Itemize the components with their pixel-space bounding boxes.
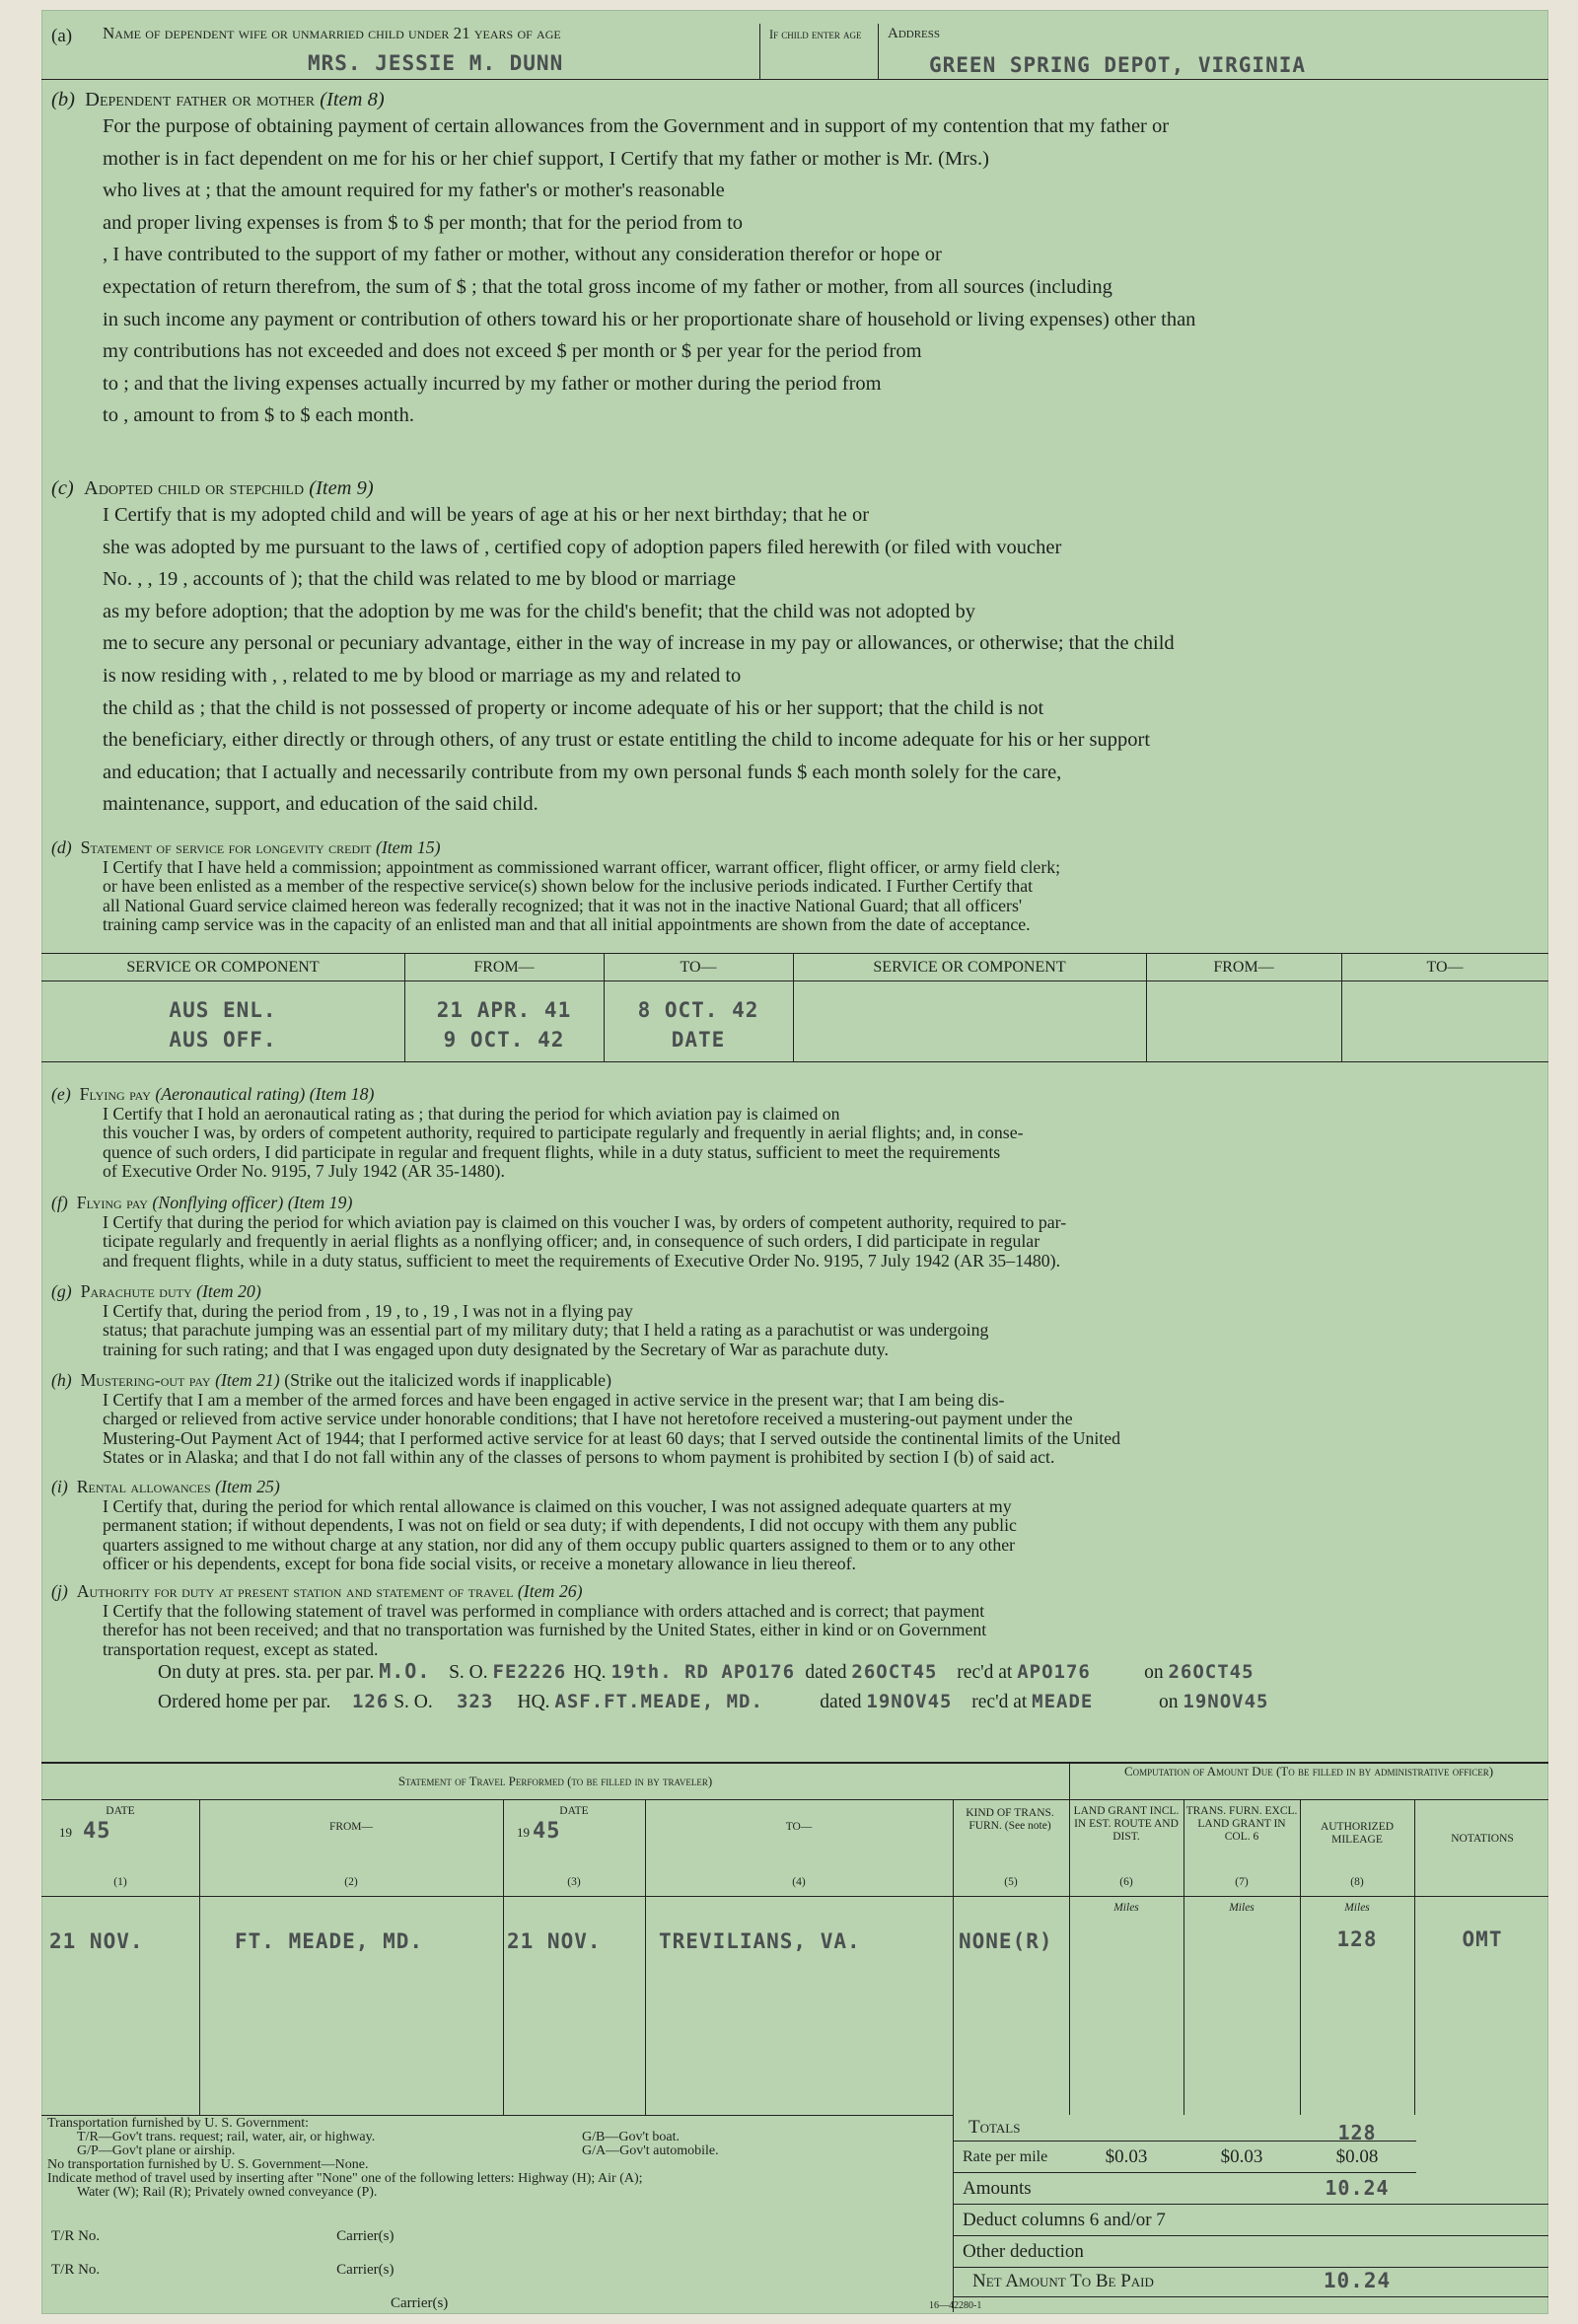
- home-line: Ordered home per par. 126 S. O. 323 HQ. ASF.FT.MEADE, MD. dated 19NOV45 rec'd at MEADE on 19NOV45: [158, 1691, 1269, 1712]
- travel-notations: OMT: [1462, 1927, 1503, 1951]
- dependent-name: MRS. JESSIE M. DUNN: [308, 51, 564, 75]
- transport-notes: Transportation furnished by U. S. Government: T/R—Gov't trans. request; rail, water, air, or highway. G/P—Gov't plane or airship. No transportation furnished by U. S. Government—None. Indicate method of travel used by inserting after "None" one of the following letters: Highway (H); Air (A); Water (W); Rail (R); Privately owned conveyance (P).: [47, 2116, 643, 2200]
- tr-lines: T/R No. Carrier(s) T/R No. Carrier(s) Carrier(s): [51, 2228, 449, 2311]
- duty-hq: 19th. RD APO176: [610, 1661, 796, 1683]
- section-h: (h) Mustering-out pay (Item 21) (Strike out the italicized words if inapplicable) I Certify that I am a member of the armed forces and have been engaged in active service in the present war; that I am being dis- charged or relieved from active service under honorable conditions; that I have not heretofore received a mustering-out payment under the Mustering-Out Payment Act of 1944; that I performed active service for at least 60 days; that I served outside the continental limits of the United States or in Alaska; and that I do not fall within any of the classes of persons to whom payment is prohibited by section I (b) of said act.: [51, 1370, 1121, 1467]
- duty-line: On duty at pres. sta. per par. M.O. S. O. FE2226 HQ. 19th. RD APO176 dated 26OCT45 rec'd at APO176 on 26OCT45: [158, 1659, 1255, 1683]
- from-header-2: FROM—: [1213, 959, 1274, 976]
- travel-title: Statement of Travel Performed (to be filled in by traveler): [397, 1774, 713, 1788]
- travel-date-1: 21 NOV.: [49, 1929, 144, 1953]
- total-mileage: 128: [1337, 2121, 1377, 2144]
- service-row-1-from: 21 APR. 41: [436, 998, 572, 1022]
- net-amount-label: Net Amount To Be Paid: [972, 2271, 1154, 2291]
- amounts-label: Amounts: [963, 2178, 1032, 2199]
- rate-col8: $0.08: [1335, 2146, 1379, 2167]
- travel-to: TREVILIANS, VA.: [659, 1929, 861, 1953]
- service-row-1-svc: AUS ENL.: [169, 998, 277, 1022]
- rate-col7: $0.03: [1220, 2146, 1263, 2167]
- form-number: 16—42280-1: [929, 2300, 982, 2311]
- net-amount-value: 10.24: [1323, 2269, 1392, 2292]
- service-row-2-svc: AUS OFF.: [169, 1028, 277, 1052]
- section-c: (c) Adopted child or stepchild (Item 9) I Certify that is my adopted child and will be years of age at his or her next birthday; that he or she was adopted by me pursuant to the laws of , certified copy of adoption papers filed herewith (or filed with voucher No. , , 19 , accounts of ); that the child was related to me by blood or marriage as my before adoption; that the adoption by me was for the child's benefit; that the child was not adopted by me to secure any personal or pecuniary advantage, either in the way of increase in my pay or allowances, or otherwise; that the child is now residing with , , related to me by blood or marriage as my and related to the child as ; that the child is not possessed of property or income adequate of his or her support; that the child is not the beneficiary, either directly or through others, of any trust or estate entitling the child to income adequate for his or her support and education; that I actually and necessarily contribute from my own personal funds $ each month solely for the care, maintenance, support, and education of the said child.: [51, 477, 1539, 821]
- section-e: (e) Flying pay (Aeronautical rating) (Item 18) I Certify that I hold an aeronautical rating as ; that during the period for which aviation pay is claimed on this voucher I was, by orders of competent authority, required to participate regularly and frequently in aerial flights; and, in conse- quence of such orders, I did participate in regular and frequent flights, while in a duty status, sufficient to meet the requirements of Executive Order No. 9195, 7 July 1942 (AR 35-1480).: [51, 1084, 1024, 1181]
- travel-from: FT. MEADE, MD.: [235, 1929, 424, 1953]
- svc-header-1: SERVICE OR COMPONENT: [126, 959, 320, 976]
- totals-label: Totals: [968, 2117, 1021, 2138]
- travel-mileage: 128: [1336, 1927, 1378, 1951]
- a-label: (a): [51, 26, 73, 46]
- service-row-2-from: 9 OCT. 42: [443, 1028, 565, 1052]
- to-header-2: TO—: [1426, 959, 1464, 976]
- section-b: (b) Dependent father or mother (Item 8) For the purpose of obtaining payment of certain allowances from the Government and in support of my contention that my father or mother is in fact dependent on me for his or her chief support, I Certify that my father or mother is Mr. (Mrs.) who lives at ; that the amount required for my father's or mother's reasonable and proper living expenses is from $ to $ per month; that for the period from to , I have contributed to the support of my father or mother, without any consideration therefor or hope or expectation of return therefrom, the sum of $ ; that the total gross income of my father or mother, from all sources (including in such income any payment or contribution of others toward his or her proportionate share of household or living expenses) other than my contributions has not exceeded and does not exceed $ per month or $ per year for the period from to ; and that the living expenses actually incurred by my father or mother during the period from to , amount to from $ to $ each month.: [51, 89, 1539, 432]
- from-header-1: FROM—: [473, 959, 535, 976]
- svc-header-2: SERVICE OR COMPONENT: [873, 959, 1066, 976]
- a-title: Name of dependent wife or unmarried child under 21 years of age: [103, 24, 561, 42]
- deduct-label: Deduct columns 6 and/or 7: [963, 2210, 1166, 2230]
- voucher-sheet: (a) Name of dependent wife or unmarried child under 21 years of age MRS. JESSIE M. DUNN If child enter age Address GREEN SPRING DEPOT, VIRGINIA (b) Dependent father or mother (Item 8) For the purpose of obtaining payment of certain allowances from the Government and in support of my contention that my father or mother is in fact dependent on me for his or her chief support, I Certify that my father or mother is Mr. (Mrs.) who lives at ; that the amount required for my father's or mother's reasonable and proper living expenses is from $ to $ per month; that for the period from to , I have contributed to the support of my father or mother, without any consideration therefor or hope or expectation of return therefrom, the sum of $ ; that the total gross income of my father or mother, from all sources (including in such income any payment or contribution of others toward his or her proportionate share of household or living expenses) other than my contributions has not exceeded and does not exceed $ per month or $ per year for the period from to ; and that the living expenses actually incurred by my father or mother during the period from to , amount to from $ to $ each month. (c) Adopted child or stepchild (Item 9) I Certify that is my adopted child and will be years of age at his or her next birthday; that he or she was adopted by me pursuant to the laws of , certified copy of adoption papers filed herewith (or filed with voucher No. , , 19 , accounts of ); that the child was related to me by blood or marriage as my before adoption; that the adoption by me was for the child's benefit; that the child was not adopted by me to secure any personal or pecuniary advantage, either in the way of increase in my pay or allowances, or otherwise; that the child is now residing with , , related to me by blood or marriage as my and related to the child as ; that the child is not possessed of property or income adequate of his or her support; that the child is not the beneficiary, either directly or through others, of any trust or estate entitling the child to income adequate for his or her support and education; that I actually and necessarily contribute from my own personal funds $ each month solely for the care, maintenance, support, and education of the said child. (d) Statement of service for longevity credit (Item 15) I Certify that I have held a commission; appointment as commissioned warrant officer, warrant officer, flight officer, or army field clerk; or have been enlisted as a member of the respective service(s) shown below for the inclusive periods indicated. I Further Certify that all National Guard service claimed hereon was federally recognized; that it was not in the inactive National Guard; that all officers' training camp service was in the capacity of an enlisted man and that all initial appointments are shown from the date of acceptance. SERVICE OR COMPONENT FROM— TO— SERVICE OR COMPONENT FROM— TO— AUS ENL. 21 APR. 41 8 OCT. 42 AUS OFF. 9 OCT. 42 DATE (e) Flying pay (Aeronautical rating) (Item 18) I Certify that I hold an aeronautical rating as ; that during the period for which aviation pay is claimed on this voucher I was, by orders of competent authority, required to participate regularly and frequently in aerial flights; and, in conse- quence of such orders, I did participate in regular and frequent flights, while in a duty status, sufficient to meet the requirements of Executive Order No. 9195, 7 July 1942 (AR 35-1480). (f) Flying pay (Nonflying officer) (Item 19) I Certify that during the period for which aviation pay is claimed on this voucher I was, by orders of competent authority, required to par- ticipate regularly and frequently in aerial flights as a nonflying officer; and, in consequence of such orders, I did participate in regular and frequent flights, while in a duty status, sufficient to meet the requirements of Executive Order No. 9195, 7 July 1942 (AR 35–1480). (g) Parachute duty (Item 20) I Certify that, during the period from , 19 , to , 19 , I was not in a flying pay status; that parachute jumping was an essential part of my military duty; that I held a rating as a parachutist or was undergoing training for such rating; and that I was engaged upon duty designated by the Secretary of War as parachute duty. (h) Mustering-out pay (Item 21) (Strike out the italicized words if inapplicable) I Certify that I am a member of the armed forces and have been engaged in active service in the present war; that I am being dis- charged or relieved from active service under honorable conditions; that I have not heretofore received a mustering-out payment under the Mustering-Out Payment Act of 1944; that I performed active service for at least 60 days; that I served outside the continental limits of the United States or in Alaska; and that I do not fall within any of the classes of persons to whom payment is prohibited by section I (b) of said act. (i) Rental allowances (Item 25) I Certify that, during the period for which rental allowance is claimed on this voucher, I was not assigned adequate quarters at my permanent station; if without dependents, I was not on field or sea duty; if with dependents, I did not occupy with them any public quarters assigned to me without charge at any station, nor did any of them occupy public quarters assigned to them or to any other officer or his dependents, except for bona fide social visits, or receive a monetary allowance in lieu thereof. (j) Authority for duty at present station and statement of travel (Item 26) I Certify that the following statement of travel was performed in compliance with orders attached and is correct; that payment therefor has not been received; and that no transportation was furnished by the United States, either in kind or on Government transportation request, except as stated. On duty at pres. sta. per par. M.O. S. O. FE2226 HQ. 19th. RD APO176 dated 26OCT45 rec'd at APO176 on 26OCT45 Ordered home per par. 126 S. O. 323 HQ. ASF.FT.MEADE, MD. dated 19NOV45 rec'd at MEADE on 19NOV45 Statement of Travel Performed (to be filled in by traveler) Computation of Amount Due (To be filled in by administrative officer) DATE 19 45 FROM— DATE 19 45 TO— KIND OF TRANS. FURN. (See note) LAND GRANT INCL. IN EST. ROUTE AND DIST. TRANS. FURN. EXCL. LAND GRANT IN COL. 6 AUTHORIZED MILEAGE NOTATIONS (1) (2) (3) (4) (5) (6) (7) (8) Miles Miles Miles 21 NOV. FT. MEADE, MD. 21 NOV. TREVILIANS, VA. NONE(R) 128 OMT Transportation furnished by U. S. Government: T/R—Gov't trans. request; rail, water, air, or highway. G/P—Gov't plane or airship. No transportation furnished by U. S. Government—None. Indicate method of travel used by inserting after "None" one of the following letters: Highway (H); Air (A); Water (W); Rail (R); Privately owned conveyance (P). G/B—Gov't boat. G/A—Gov't automobile. T/R No. Carrier(s) T/R No. Carrier(s) Carrier(s) Totals Rate per mile $0.03 $0.03 $0.08 128 Amounts 10.24 Deduct columns 6 and/or 7 Other deduction Net Amount To Be Paid 10.24 16—42280-1: [41, 10, 1548, 2314]
- service-row-2-to: DATE: [671, 1028, 726, 1052]
- address-value: GREEN SPRING DEPOT, VIRGINIA: [929, 53, 1307, 77]
- section-j: (j) Authority for duty at present station and statement of travel (Item 26) I Certify that the following statement of travel was performed in compliance with orders attached and is correct; that payment therefor has not been received; and that no transportation was furnished by the United States, either in kind or on Government transportation request, except as stated.: [51, 1581, 987, 1659]
- amount-value: 10.24: [1325, 2176, 1390, 2200]
- rate-label: Rate per mile: [963, 2148, 1048, 2165]
- rate-col6: $0.03: [1105, 2146, 1148, 2167]
- travel-date-2: 21 NOV.: [507, 1929, 602, 1953]
- home-hq: ASF.FT.MEADE, MD.: [554, 1691, 763, 1712]
- computation-title: Computation of Amount Due (To be filled in by administrative officer): [1123, 1764, 1494, 1779]
- age-label: If child enter age: [769, 28, 862, 41]
- year-1: 45: [83, 1819, 111, 1844]
- section-g: (g) Parachute duty (Item 20) I Certify that, during the period from , 19 , to , 19 , I was not in a flying pay status; that parachute jumping was an essential part of my military duty; that I held a rating as a parachutist or was undergoing training for such rating; and that I was engaged upon duty designated by the Secretary of War as parachute duty.: [51, 1281, 989, 1359]
- section-i: (i) Rental allowances (Item 25) I Certify that, during the period for which rental allowance is claimed on this voucher, I was not assigned adequate quarters at my permanent station; if without dependents, I was not on field or sea duty; if with dependents, I did not occupy with them any public quarters assigned to me without charge at any station, nor did any of them occupy public quarters assigned to them or to any other officer or his dependents, except for bona fide social visits, or receive a monetary allowance in lieu thereof.: [51, 1477, 1017, 1573]
- section-f: (f) Flying pay (Nonflying officer) (Item 19) I Certify that during the period for which aviation pay is claimed on this voucher I was, by orders of competent authority, required to par- ticipate regularly and frequently in aerial flights as a nonflying officer; and, in consequence of such orders, I did participate in regular and frequent flights, while in a duty status, sufficient to meet the requirements of Executive Order No. 9195, 7 July 1942 (AR 35–1480).: [51, 1193, 1067, 1271]
- service-row-1-to: 8 OCT. 42: [637, 998, 759, 1022]
- travel-kind: NONE(R): [959, 1929, 1053, 1953]
- section-c-body: I Certify that is my adopted child and will be years of age at his or her next birthday; that he or she was adopted by me pursuant to the laws of , certified copy of adoption papers filed herewith (or filed with voucher No. , , 19 , accounts of ); that the child was related to me by blood or marriage as my before adoption; that the adoption by me was for the child's benefit; that the child was not adopted by me to secure any personal or pecuniary advantage, either in the way of increase in my pay or allowances, or otherwise; that the child is now residing with , , related to me by blood or marriage as my and related to the child as ; that the child is not possessed of property or income adequate of his or her support; that the child is not the beneficiary, either directly or through others, of any trust or estate entitling the child to income adequate for his or her support and education; that I actually and necessarily contribute from my own personal funds $ each month solely for the care, maintenance, support, and education of the said child.: [103, 504, 1175, 816]
- section-d-body: I Certify that I have held a commission; appointment as commissioned warrant officer, warrant officer, flight officer, or army field clerk; or have been enlisted as a member of the respective service(s) shown below for the inclusive periods indicated. I Further Certify that all National Guard service claimed hereon was federally recognized; that it was not in the inactive National Guard; that all officers' training camp service was in the capacity of an enlisted man and that all initial appointments are shown from the date of acceptance.: [103, 856, 1061, 934]
- other-deduction-label: Other deduction: [963, 2241, 1084, 2262]
- section-d: (d) Statement of service for longevity credit (Item 15) I Certify that I have held a commission; appointment as commissioned warrant officer, warrant officer, flight officer, or army field clerk; or have been enlisted as a member of the respective service(s) shown below for the inclusive periods indicated. I Further Certify that all National Guard service claimed hereon was federally recognized; that it was not in the inactive National Guard; that all officers' training camp service was in the capacity of an enlisted man and that all initial appointments are shown from the date of acceptance.: [51, 838, 1539, 935]
- section-b-body: For the purpose of obtaining payment of certain allowances from the Government and in support of my contention that my father or mother is in fact dependent on me for his or her chief support, I Certify that my father or mother is Mr. (Mrs.) who lives at ; that the amount required for my father's or mother's reasonable and proper living expenses is from $ to $ per month; that for the period from to , I have contributed to the support of my father or mother, without any consideration therefor or hope or expectation of return therefrom, the sum of $ ; that the total gross income of my father or mother, from all sources (including in such income any payment or contribution of others toward his or her proportionate share of household or living expenses) other than my contributions has not exceeded and does not exceed $ per month or $ per year for the period from to ; and that the living expenses actually incurred by my father or mother during the period from to , amount to from $ to $ each month.: [103, 115, 1196, 427]
- address-label: Address: [888, 26, 941, 41]
- to-header-1: TO—: [680, 959, 717, 976]
- year-2: 45: [533, 1819, 561, 1844]
